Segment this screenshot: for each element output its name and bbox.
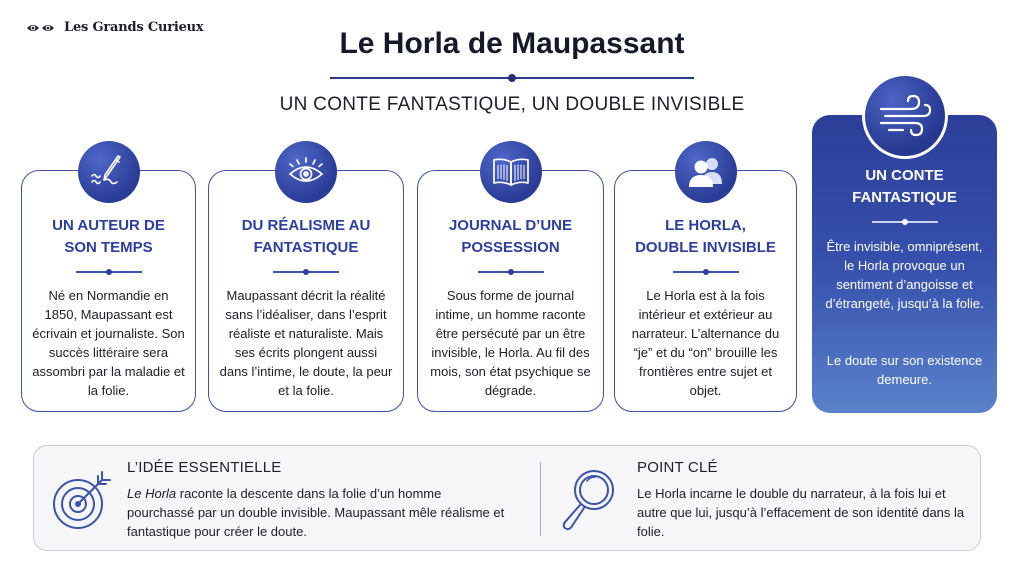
- card-journal: [417, 170, 604, 412]
- card-title: DU RÉALISME AU FANTASTIQUE: [241, 217, 371, 256]
- two-people-icon: [675, 141, 737, 203]
- open-book-icon: [480, 141, 542, 203]
- card-text: Sous forme de journal intime, un homme raconte être persécuté par un être invisible, le Horla. Au fil des mois, son état psychique se dégrade.: [430, 288, 591, 398]
- card-realism: [208, 170, 404, 412]
- key-point-text: Le Horla incarne le double du narrateur, à la fois lui et autre que lui, jusqu’à l’effacement de son identité dans la folie.: [637, 486, 965, 539]
- card-title: LE HORLA, DOUBLE INVISIBLE: [635, 217, 776, 256]
- card-title: UN AUTEUR DE SON TEMPS: [52, 217, 165, 256]
- card-divider: [872, 221, 938, 223]
- brand-name: Les Grands Curieux: [64, 20, 204, 35]
- card-divider: [76, 271, 142, 273]
- card-text-secondary: Le doute sur son existence demeure.: [826, 353, 983, 387]
- idea-text: Le Horla raconte la descente dans la folie d’un homme pourchassé par un double invisible. Maupassant mêle réalisme et fantastique pour créer le doute.: [127, 486, 505, 539]
- card-divider: [478, 271, 544, 273]
- card-divider: [273, 271, 339, 273]
- card-text: Maupassant décrit la réalité sans l’idéaliser, dans l’esprit réaliste et naturaliste. Mais ses écrits plongent aussi dans l’intime, le doute, la peur et la folie.: [219, 288, 393, 398]
- wind-icon: [862, 73, 948, 159]
- card-text: Né en Normandie en 1850, Maupassant est écrivain et journaliste. Son succès littéraire sera assombri par la maladie et la folie.: [32, 288, 185, 398]
- card-double: [614, 170, 797, 412]
- panel-divider: [540, 462, 541, 536]
- card-title: UN CONTE FANTASTIQUE: [852, 167, 957, 206]
- page-title: Le Horla de Maupassant: [339, 27, 685, 60]
- page-subtitle: UN CONTE FANTASTIQUE, UN DOUBLE INVISIBLE: [279, 94, 745, 115]
- key-point-title: POINT CLÉ: [637, 459, 718, 476]
- target-arrow-icon: [50, 468, 114, 537]
- summary-panel: [33, 445, 981, 551]
- card-fantastic-tale: [812, 115, 997, 413]
- card-author: [21, 170, 196, 412]
- card-text: Le Horla est à la fois intérieur et extérieur au narrateur. L’alternance du “je” et du “on” brouille les frontières entre sujet et objet.: [631, 288, 780, 398]
- card-text: Être invisible, omniprésent, le Horla provoque un sentiment d’angoisse et d’étrangeté, jusqu’à la folie.: [825, 239, 984, 311]
- card-title: JOURNAL D’UNE POSSESSION: [448, 217, 573, 256]
- title-divider-dot: [508, 74, 516, 82]
- idea-title: L’IDÉE ESSENTIELLE: [127, 459, 282, 476]
- card-divider: [673, 271, 739, 273]
- magnifying-glass-icon: [560, 466, 620, 541]
- eye-icon: [275, 141, 337, 203]
- quill-writing-icon: [78, 141, 140, 203]
